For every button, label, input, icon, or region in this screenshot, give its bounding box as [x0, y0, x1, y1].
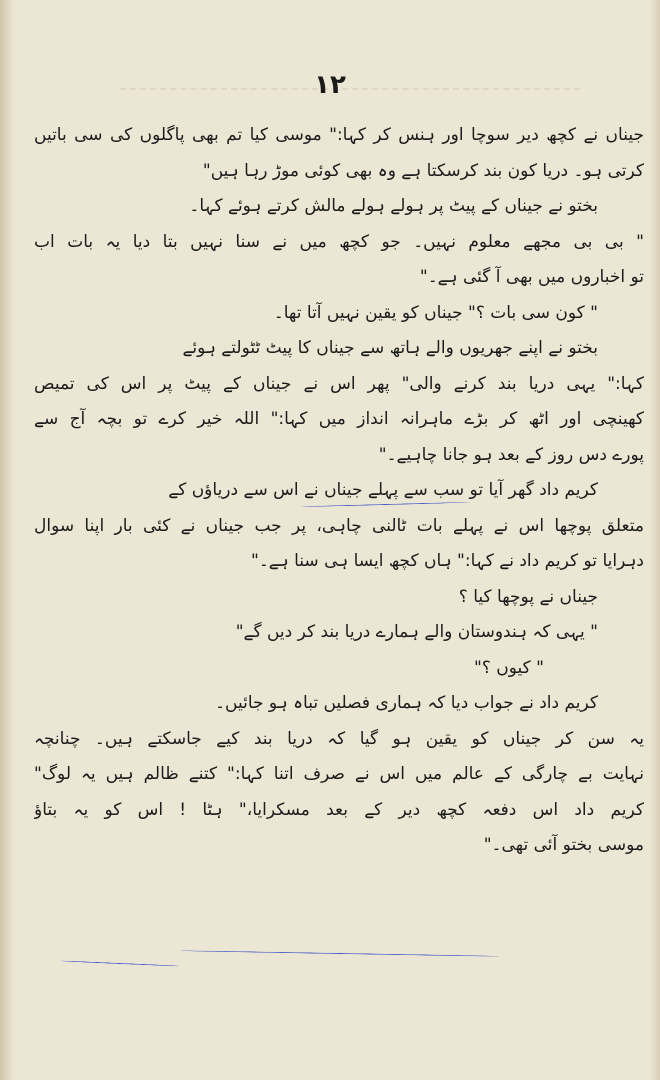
text-line: تو اخباروں میں بھی آ گئی ہے۔"	[419, 267, 644, 287]
pen-underline-mark	[180, 950, 500, 957]
text-line: پورے دس روز کے بعد ہو جانا چاہیے۔"	[378, 444, 644, 465]
page-edge-shadow	[650, 0, 660, 1080]
text-line: متعلق پوچھا اس نے پہلے بات ٹالنی چاہی، پر جب جیناں نے کئی بار اپنا سوال	[34, 515, 644, 536]
body-text	[34, 118, 644, 864]
text-line: یہ سن کر جیناں کو یقین ہو گیا کہ دریا بند کیے جاسکتے ہیں۔ چنانچہ	[34, 728, 644, 749]
text-line: کھینچی اور اٹھ کر بڑے ماہرانہ انداز میں کہا:" اللہ خیر کرے تو بچہ آج سے	[34, 409, 644, 429]
text-line: کرتی ہو۔ دریا کون بند کرسکتا ہے وہ بھی کوئی موڑ رہا ہیں"	[202, 160, 644, 181]
text-line: بختو نے اپنے جھریوں والے ہاتھ سے جیناں کا پیٹ ٹٹولتے ہوئے	[182, 338, 598, 358]
text-line: جیناں نے کچھ دیر سوچا اور ہنس کر کہا:" موسی کیا تم بھی پاگلوں کی سی باتیں	[34, 125, 644, 145]
page-gutter-shadow	[0, 0, 14, 1080]
text-line: جیناں نے پوچھا کیا ؟	[458, 586, 598, 607]
text-line: موسی بختو آئی تھی۔"	[483, 835, 644, 855]
text-line: نہایت بے چارگی کے عالم میں اس نے صرف اتنا کہا:" کتنے ظالم ہیں یہ لوگ"	[34, 764, 644, 784]
text-line: " کون سی بات ؟" جیناں کو یقین نہیں آتا تھا۔	[273, 302, 598, 323]
text-line: " بی بی مجھے معلوم نہیں۔ جو کچھ میں نے سنا نہیں بتا دیا یہ بات اب	[34, 231, 644, 252]
text-line: کہا:" یہی دریا بند کرنے والی" پھر اس نے جیناں کے پیٹ پر اس کی تمیص	[34, 373, 644, 394]
text-line: کریم داد اس دفعہ کچھ دیر کے بعد مسکرایا،" ہٹا ! اس کو یہ بتاؤ	[34, 799, 644, 820]
pen-underline-mark	[60, 960, 180, 966]
text-line: بختو نے جیناں کے پیٹ پر ہولے ہولے مالش کرتے ہوئے کہا۔	[189, 196, 598, 216]
text-line: " یہی کہ ہندوستان والے ہمارے دریا بند کر دیں گے"	[235, 622, 598, 642]
text-line: " کیوں ؟"	[474, 657, 544, 678]
text-line: کریم داد گھر آیا تو سب سے پہلے جیناں نے اس سے دریاؤں کے	[168, 480, 598, 500]
text-line: کریم داد نے جواب دیا کہ ہماری فصلیں تباہ ہو جائیں۔	[215, 693, 598, 713]
text-line: دہرایا تو کریم داد نے کہا:" ہاں کچھ ایسا ہی سنا ہے۔"	[251, 551, 644, 571]
page-number: ١٢	[314, 70, 346, 100]
